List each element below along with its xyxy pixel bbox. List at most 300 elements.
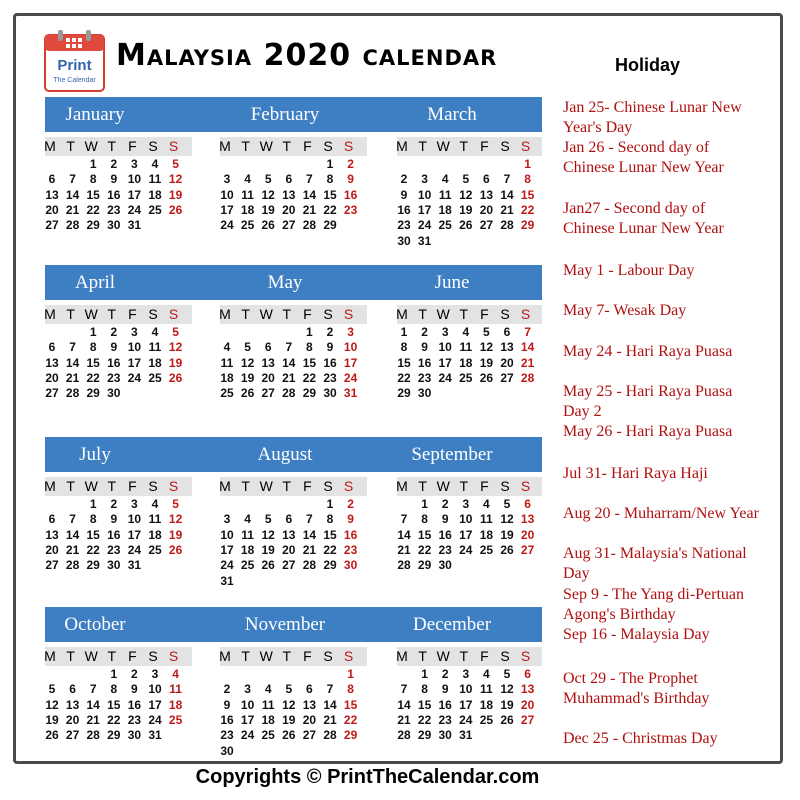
holiday-entry: Agong's Birthday <box>563 606 676 623</box>
day-cell: 9 <box>441 512 449 527</box>
day-cell: 15 <box>343 697 358 712</box>
day-cell: 28 <box>86 728 100 743</box>
day-cell: 24 <box>417 218 432 233</box>
weekday-label: F <box>480 138 489 154</box>
day-cell: 29 <box>107 728 121 743</box>
day-cell: 3 <box>421 172 428 187</box>
day-cell: 24 <box>438 370 452 385</box>
day-cell: 10 <box>127 172 142 187</box>
day-cell: 24 <box>220 558 234 573</box>
day-cell: 8 <box>326 512 334 527</box>
day-cell: 18 <box>438 202 452 217</box>
day-cell: 27 <box>520 712 535 727</box>
day-cell: 8 <box>524 172 531 187</box>
weekday-label: M <box>44 306 56 322</box>
holiday-entry: Jan 26 - Second day of <box>563 139 710 156</box>
weekday-label: T <box>418 306 427 322</box>
day-cell: 28 <box>65 386 80 401</box>
day-cell: 18 <box>479 527 494 542</box>
weekday-label: T <box>241 138 250 154</box>
weekday-label: T <box>459 648 469 664</box>
day-cell: 19 <box>500 527 514 542</box>
day-cell: 15 <box>323 187 337 202</box>
day-cell: 13 <box>45 355 59 370</box>
day-cell: 23 <box>417 370 432 385</box>
weekday-label: T <box>107 306 117 322</box>
weekday-label: W <box>436 478 450 494</box>
weekday-label: S <box>323 138 333 154</box>
day-cell: 5 <box>285 682 293 697</box>
day-cell: 26 <box>168 202 183 217</box>
weekday-label: S <box>520 478 531 494</box>
day-cell: 3 <box>131 325 138 339</box>
day-cell: 12 <box>168 172 183 187</box>
day-cell: 20 <box>282 542 296 557</box>
day-cell: 11 <box>480 682 493 697</box>
day-cell: 12 <box>240 355 255 370</box>
day-cell: 31 <box>459 728 473 743</box>
day-cell: 16 <box>127 697 142 712</box>
day-cell: 7 <box>285 340 293 355</box>
day-cell: 30 <box>438 728 452 743</box>
day-cell: 17 <box>148 697 162 712</box>
day-cell: 25 <box>261 728 275 743</box>
day-cell: 26 <box>261 558 275 573</box>
day-cell: 30 <box>438 558 452 573</box>
day-cell: 22 <box>417 542 432 557</box>
day-cell: 6 <box>285 172 293 187</box>
day-cell: 30 <box>107 558 121 573</box>
day-cell: 21 <box>500 202 514 217</box>
month-name: June <box>434 272 470 293</box>
day-cell: 27 <box>479 218 494 233</box>
day-cell: 4 <box>483 497 490 511</box>
day-cell: 15 <box>86 355 100 370</box>
day-cell: 4 <box>441 172 449 187</box>
day-cell: 16 <box>397 202 411 217</box>
day-cell: 2 <box>441 667 449 681</box>
day-cell: 27 <box>261 386 275 401</box>
weekday-label: T <box>282 648 292 664</box>
day-cell: 3 <box>441 325 449 339</box>
day-cell: 19 <box>168 187 183 202</box>
day-cell: 9 <box>110 512 118 527</box>
day-cell: 26 <box>261 218 275 233</box>
day-cell: 25 <box>220 386 234 401</box>
day-cell: 8 <box>421 682 428 697</box>
day-cell: 17 <box>240 712 255 727</box>
day-cell: 17 <box>459 697 473 712</box>
day-cell: 13 <box>520 682 535 697</box>
day-cell: 20 <box>520 527 535 542</box>
weekday-label: M <box>44 648 56 664</box>
day-cell: 10 <box>148 682 162 697</box>
day-cell: 18 <box>240 542 255 557</box>
weekday-label: F <box>128 306 137 322</box>
day-cell: 31 <box>417 233 432 248</box>
weekday-label: S <box>168 306 179 322</box>
day-cell: 1 <box>421 497 428 511</box>
day-cell: 4 <box>151 325 159 339</box>
day-cell: 27 <box>282 558 296 573</box>
day-cell: 23 <box>107 542 121 557</box>
day-cell: 28 <box>323 728 337 743</box>
day-cell: 11 <box>220 355 234 370</box>
weekday-label: W <box>84 648 98 664</box>
day-cell: 7 <box>306 512 313 527</box>
day-cell: 31 <box>127 558 142 573</box>
day-cell: 1 <box>89 325 97 339</box>
day-cell: 22 <box>520 202 535 217</box>
day-cell: 14 <box>520 340 535 355</box>
day-cell: 24 <box>459 542 473 557</box>
weekday-label: S <box>343 138 354 154</box>
day-cell: 4 <box>264 682 272 697</box>
day-cell: 11 <box>148 172 162 187</box>
weekday-label: T <box>241 478 250 494</box>
weekday-label: T <box>66 478 75 494</box>
weekday-label: F <box>303 648 312 664</box>
day-cell: 10 <box>220 187 234 202</box>
day-cell: 19 <box>240 370 255 385</box>
day-cell: 2 <box>223 682 231 697</box>
day-cell: 7 <box>69 512 76 527</box>
day-cell: 3 <box>244 682 251 697</box>
day-cell: 6 <box>48 512 56 527</box>
day-cell: 10 <box>459 682 473 697</box>
holiday-entry: Aug 20 - Muharram/New Year <box>563 505 759 522</box>
day-cell: 19 <box>261 542 275 557</box>
day-cell: 27 <box>520 542 535 557</box>
day-cell: 15 <box>107 697 121 712</box>
day-cell: 21 <box>282 370 296 385</box>
calendar-icon <box>44 29 105 92</box>
weekday-label: M <box>219 648 231 664</box>
day-cell: 15 <box>417 527 432 542</box>
day-cell: 22 <box>302 370 317 385</box>
day-cell: 24 <box>127 542 142 557</box>
day-cell: 28 <box>302 218 317 233</box>
day-cell: 7 <box>69 172 76 187</box>
day-cell: 25 <box>459 370 473 385</box>
day-cell: 26 <box>168 542 183 557</box>
day-cell: 3 <box>223 512 231 527</box>
day-cell: 12 <box>45 697 59 712</box>
day-cell: 6 <box>503 325 511 339</box>
day-cell: 31 <box>127 218 142 233</box>
day-cell: 30 <box>417 386 432 401</box>
day-cell: 20 <box>65 712 80 727</box>
day-cell: 21 <box>397 712 411 727</box>
day-cell: 30 <box>107 218 121 233</box>
day-cell: 5 <box>483 325 490 339</box>
day-cell: 6 <box>48 172 56 187</box>
weekday-label: S <box>500 478 510 494</box>
weekday-label: F <box>303 138 312 154</box>
weekday-label: M <box>219 138 231 154</box>
weekday-label: S <box>343 478 354 494</box>
day-cell: 20 <box>45 202 59 217</box>
day-cell: 3 <box>151 667 159 681</box>
day-cell: 23 <box>220 728 234 743</box>
weekday-label: S <box>168 138 179 154</box>
day-cell: 26 <box>282 728 296 743</box>
holiday-entry: May 1 - Labour Day <box>563 262 695 279</box>
holiday-entry: Chinese Lunar New Year <box>563 159 724 176</box>
day-cell: 26 <box>500 712 514 727</box>
month-name: February <box>250 104 320 125</box>
day-cell: 14 <box>500 187 514 202</box>
day-cell: 25 <box>240 558 255 573</box>
day-cell: 29 <box>323 558 337 573</box>
day-cell: 7 <box>306 172 313 187</box>
month-name: August <box>257 444 313 465</box>
weekday-row <box>397 137 542 156</box>
day-cell: 5 <box>172 497 179 511</box>
holiday-entry: May 26 - Hari Raya Puasa <box>563 423 733 440</box>
day-cell: 21 <box>302 202 317 217</box>
weekday-label: W <box>84 478 98 494</box>
day-cell: 11 <box>241 187 254 202</box>
day-cell: 22 <box>86 542 100 557</box>
day-cell: 12 <box>282 697 296 712</box>
day-cell: 11 <box>169 682 182 697</box>
day-cell: 25 <box>148 542 162 557</box>
day-cell: 24 <box>343 370 358 385</box>
weekday-label: W <box>436 306 450 322</box>
day-cell: 2 <box>110 157 118 171</box>
day-cell: 20 <box>45 370 59 385</box>
day-cell: 12 <box>500 512 514 527</box>
day-cell: 11 <box>261 697 275 712</box>
day-cell: 9 <box>131 682 138 697</box>
day-cell: 19 <box>45 712 59 727</box>
day-cell: 6 <box>524 497 531 511</box>
holiday-entry: May 25 - Hari Raya Puasa <box>563 383 733 400</box>
day-cell: 2 <box>110 497 118 511</box>
day-cell: 14 <box>65 355 80 370</box>
day-cell: 18 <box>240 202 255 217</box>
day-cell: 20 <box>302 712 317 727</box>
day-cell: 12 <box>168 512 183 527</box>
day-cell: 28 <box>500 218 514 233</box>
day-cell: 23 <box>438 712 452 727</box>
holiday-entry: Year's Day <box>563 119 633 136</box>
day-cell: 5 <box>503 497 511 511</box>
day-cell: 4 <box>244 172 251 187</box>
day-cell: 19 <box>500 697 514 712</box>
page-title: Malaysia 2020 calendar <box>116 38 498 73</box>
day-cell: 3 <box>462 497 470 511</box>
day-cell: 27 <box>45 386 59 401</box>
day-cell: 11 <box>438 187 452 202</box>
day-cell: 23 <box>343 202 358 217</box>
day-cell: 13 <box>520 512 535 527</box>
day-cell: 2 <box>441 497 449 511</box>
day-cell: 5 <box>264 512 272 527</box>
day-cell: 19 <box>282 712 296 727</box>
weekday-row <box>220 647 367 666</box>
day-cell: 23 <box>323 370 337 385</box>
day-cell: 18 <box>148 187 162 202</box>
day-cell: 23 <box>107 370 121 385</box>
day-cell: 17 <box>438 355 452 370</box>
day-cell: 9 <box>441 682 449 697</box>
month-name: May <box>267 272 303 293</box>
day-cell: 16 <box>220 712 234 727</box>
weekday-label: T <box>241 306 250 322</box>
day-cell: 27 <box>45 558 59 573</box>
day-cell: 7 <box>326 682 334 697</box>
weekday-row <box>45 647 192 666</box>
day-cell: 10 <box>240 697 255 712</box>
day-cell: 16 <box>107 355 121 370</box>
day-cell: 8 <box>110 682 118 697</box>
month-name: July <box>79 444 111 465</box>
weekday-label: F <box>303 306 312 322</box>
day-cell: 1 <box>421 667 428 681</box>
weekday-row <box>220 305 367 324</box>
weekday-label: T <box>282 478 292 494</box>
day-cell: 12 <box>261 187 275 202</box>
day-cell: 19 <box>459 202 473 217</box>
weekday-label: W <box>259 138 273 154</box>
day-cell: 8 <box>421 512 428 527</box>
day-cell: 30 <box>127 728 142 743</box>
weekday-label: S <box>500 648 510 664</box>
day-cell: 31 <box>343 386 358 401</box>
day-cell: 6 <box>306 682 313 697</box>
day-cell: 3 <box>131 157 138 171</box>
weekday-label: M <box>219 306 231 322</box>
day-cell: 1 <box>326 497 334 511</box>
day-cell: 10 <box>127 340 142 355</box>
day-cell: 22 <box>397 370 411 385</box>
day-cell: 29 <box>397 386 411 401</box>
day-cell: 13 <box>65 697 80 712</box>
day-cell: 10 <box>438 340 452 355</box>
day-cell: 15 <box>86 527 100 542</box>
weekday-label: T <box>66 648 75 664</box>
day-cell: 1 <box>89 497 97 511</box>
month-band <box>45 97 542 132</box>
weekday-label: S <box>323 306 333 322</box>
logo-sub: The Calendar <box>53 77 96 84</box>
day-cell: 15 <box>86 187 100 202</box>
day-cell: 7 <box>400 682 408 697</box>
holiday-entry: Jan27 - Second day of <box>563 200 706 217</box>
day-cell: 18 <box>220 370 234 385</box>
day-cell: 7 <box>400 512 408 527</box>
day-cell: 7 <box>89 682 97 697</box>
day-cell: 28 <box>397 558 411 573</box>
logo-word: Print <box>57 57 92 74</box>
weekday-label: T <box>459 478 469 494</box>
weekday-label: S <box>148 478 158 494</box>
weekday-label: S <box>500 306 510 322</box>
day-cell: 2 <box>326 325 334 339</box>
weekday-label: S <box>148 648 158 664</box>
day-cell: 22 <box>417 712 432 727</box>
weekday-label: F <box>128 138 137 154</box>
day-cell: 16 <box>107 187 121 202</box>
day-cell: 4 <box>223 340 231 355</box>
weekday-label: T <box>107 138 117 154</box>
month-band <box>45 437 542 472</box>
day-cell: 8 <box>89 172 97 187</box>
day-cell: 19 <box>479 355 494 370</box>
day-cell: 17 <box>459 527 473 542</box>
day-cell: 18 <box>261 712 275 727</box>
day-cell: 28 <box>65 218 80 233</box>
weekday-label: T <box>241 648 250 664</box>
day-cell: 1 <box>400 325 408 339</box>
day-cell: 31 <box>220 573 234 588</box>
day-cell: 8 <box>89 340 97 355</box>
holiday-entry: Chinese Lunar New Year <box>563 220 724 237</box>
day-cell: 9 <box>326 340 334 355</box>
day-cell: 5 <box>244 340 251 355</box>
day-cell: 2 <box>400 172 408 187</box>
weekday-label: F <box>303 478 312 494</box>
weekday-label: W <box>84 306 98 322</box>
weekday-row <box>397 305 542 324</box>
weekday-label: W <box>436 138 450 154</box>
day-cell: 11 <box>148 512 162 527</box>
day-cell: 17 <box>417 202 432 217</box>
weekday-label: F <box>480 306 489 322</box>
day-cell: 26 <box>240 386 255 401</box>
weekday-label: M <box>396 648 408 664</box>
weekday-label: S <box>343 306 354 322</box>
month-name: January <box>65 104 125 125</box>
day-cell: 13 <box>282 527 296 542</box>
day-cell: 7 <box>524 325 531 339</box>
holiday-entry: Oct 29 - The Prophet <box>563 670 698 687</box>
month-name: April <box>74 272 116 293</box>
weekday-label: F <box>480 478 489 494</box>
day-cell: 21 <box>520 355 535 370</box>
day-cell: 4 <box>244 512 251 527</box>
day-cell: 14 <box>65 527 80 542</box>
day-cell: 20 <box>500 355 514 370</box>
day-cell: 25 <box>479 542 494 557</box>
day-cell: 20 <box>479 202 494 217</box>
day-cell: 18 <box>459 355 473 370</box>
day-cell: 22 <box>323 202 337 217</box>
month-band <box>45 265 542 300</box>
day-cell: 19 <box>168 527 183 542</box>
day-cell: 1 <box>110 667 118 681</box>
weekday-row <box>397 647 542 666</box>
day-cell: 9 <box>223 697 231 712</box>
day-cell: 26 <box>500 542 514 557</box>
holiday-entry: Jan 25- Chinese Lunar New <box>563 99 742 116</box>
day-cell: 25 <box>479 712 494 727</box>
day-cell: 24 <box>240 728 255 743</box>
day-cell: 4 <box>151 497 159 511</box>
day-cell: 14 <box>302 187 317 202</box>
weekday-label: T <box>418 138 427 154</box>
day-cell: 15 <box>302 355 317 370</box>
weekday-row <box>397 477 542 496</box>
day-cell: 1 <box>89 157 97 171</box>
day-cell: 28 <box>302 558 317 573</box>
day-cell: 10 <box>220 527 234 542</box>
day-cell: 5 <box>172 325 179 339</box>
holiday-entry: Day <box>563 565 590 582</box>
weekday-label: M <box>396 138 408 154</box>
